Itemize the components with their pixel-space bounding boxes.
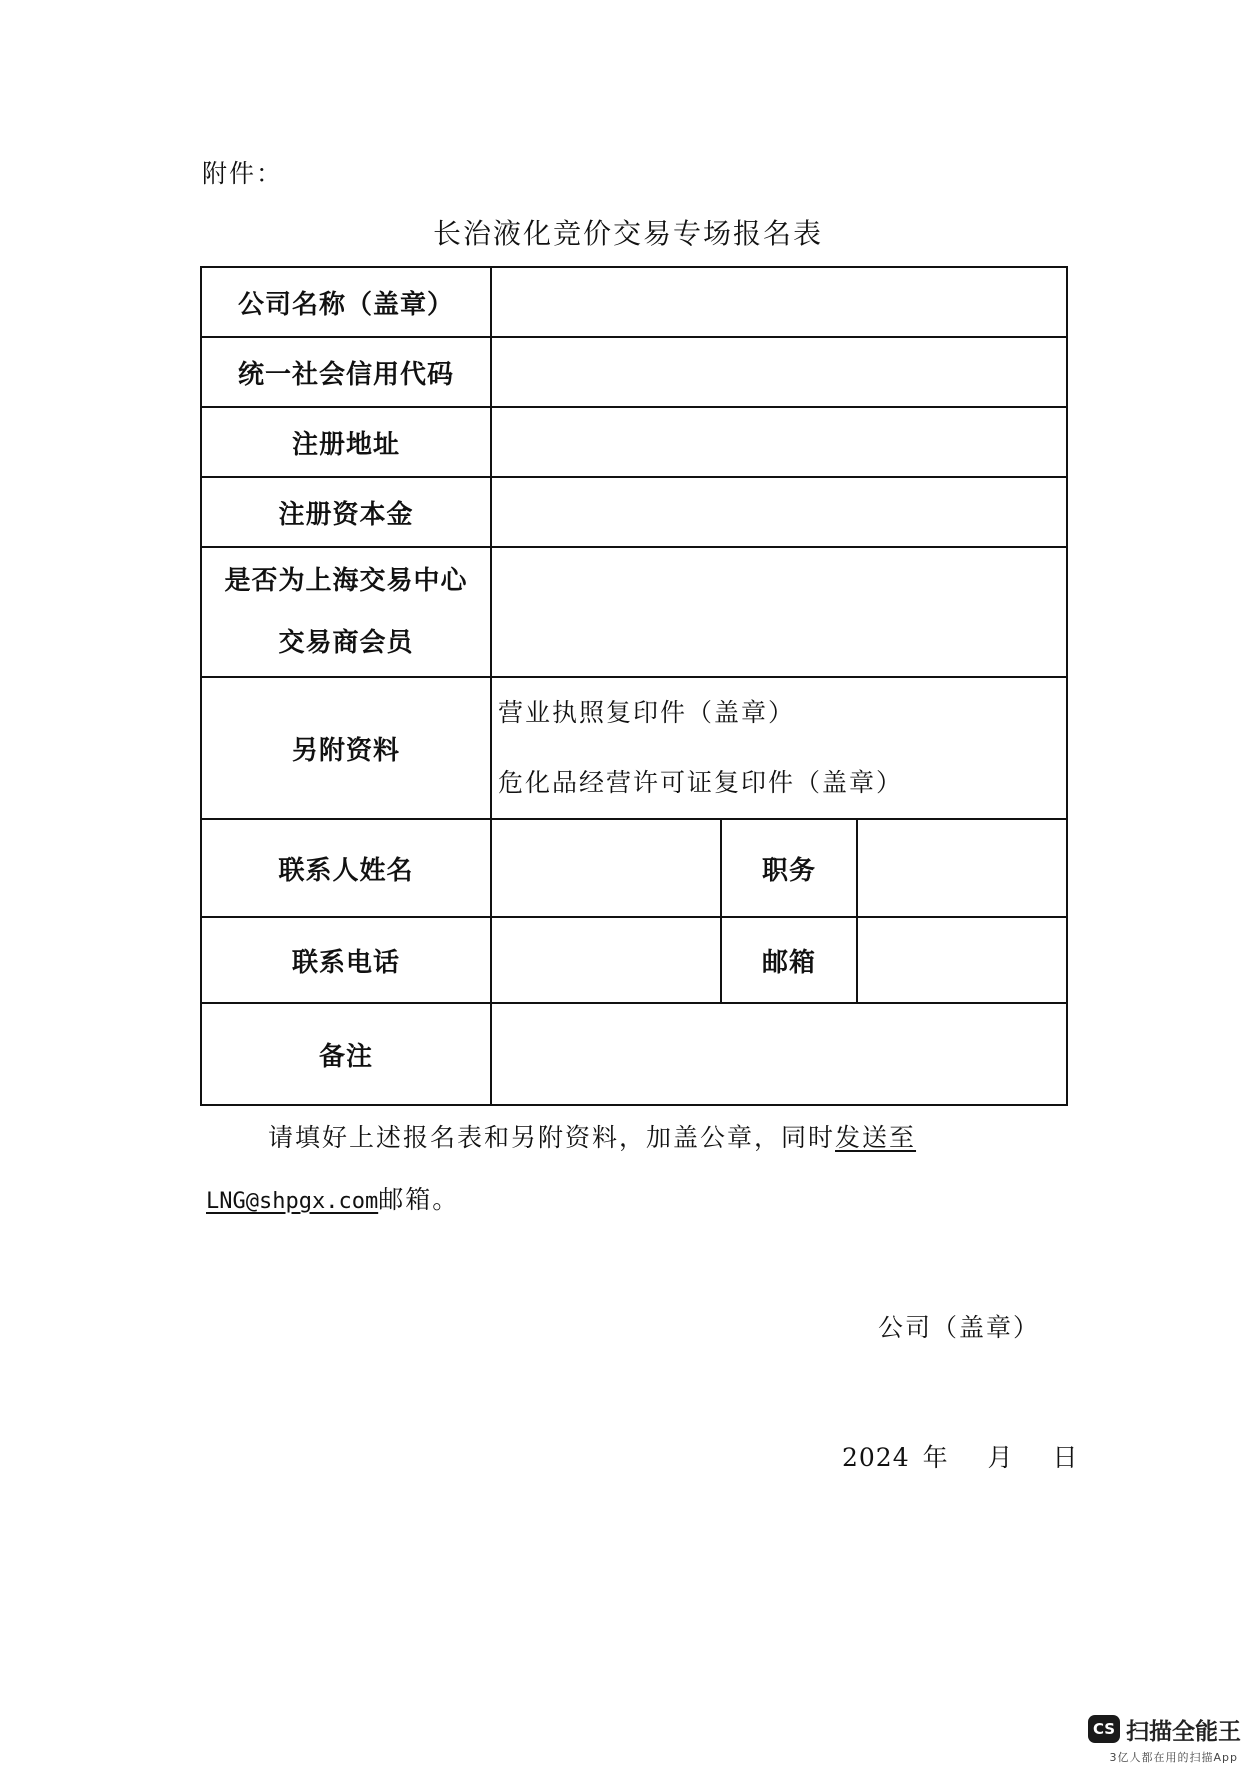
member-label-line1: 是否为上海交易中心 [224,566,468,596]
registration-form-table [200,266,1068,1106]
instructions-line2 [206,1180,459,1216]
email-link[interactable]: LNG@shpgx.com [206,1189,379,1214]
member-label [201,547,491,677]
instructions-line1 [268,1118,916,1154]
member-field[interactable] [491,547,1067,677]
scanner-watermark [1088,1713,1241,1765]
cs-logo-icon: CS [1088,1715,1120,1743]
email-label: 邮箱 [721,917,857,1003]
remarks-label: 备注 [201,1003,491,1105]
remarks-field[interactable] [491,1003,1067,1105]
reg-address-field[interactable] [491,407,1067,477]
contact-name-label: 联系人姓名 [201,819,491,917]
company-name-field[interactable] [491,267,1067,337]
date-month-char: 月 [987,1443,1014,1472]
attachments-label: 另附资料 [201,677,491,819]
company-seal-label: 公司（盖章） [878,1313,1041,1342]
date-line [842,1438,1079,1474]
credit-code-field[interactable] [491,337,1067,407]
reg-capital-field[interactable] [491,477,1067,547]
phone-label: 联系电话 [201,917,491,1003]
attachment-item-permit: 危化品经营许可证复印件（盖章） [498,768,904,797]
watermark-name: 扫描全能王 [1126,1719,1241,1745]
date-day-char: 日 [1052,1443,1079,1472]
position-field[interactable] [857,819,1067,917]
company-name-label: 公司名称（盖章） [201,267,491,337]
attachment-label: 附件： [202,159,284,188]
instructions-send-to: 发送至 [835,1123,917,1152]
attachments-list [491,677,1067,819]
reg-address-label: 注册地址 [201,407,491,477]
instructions-mailbox: 邮箱。 [378,1185,460,1214]
member-label-line2: 交易商会员 [278,628,414,658]
reg-capital-label: 注册资本金 [201,477,491,547]
page-title: 长治液化竞价交易专场报名表 [432,217,823,250]
date-year-char: 年 [922,1443,949,1472]
date-year: 2024 [842,1443,910,1472]
email-field[interactable] [857,917,1067,1003]
phone-field[interactable] [491,917,721,1003]
attachment-item-license: 营业执照复印件（盖章） [498,698,796,727]
credit-code-label: 统一社会信用代码 [201,337,491,407]
position-label: 职务 [721,819,857,917]
instructions-text: 请填好上述报名表和另附资料，加盖公章，同时 [268,1123,836,1152]
contact-name-field[interactable] [491,819,721,917]
watermark-tagline: 3亿人都在用的扫描App [1109,1751,1238,1764]
